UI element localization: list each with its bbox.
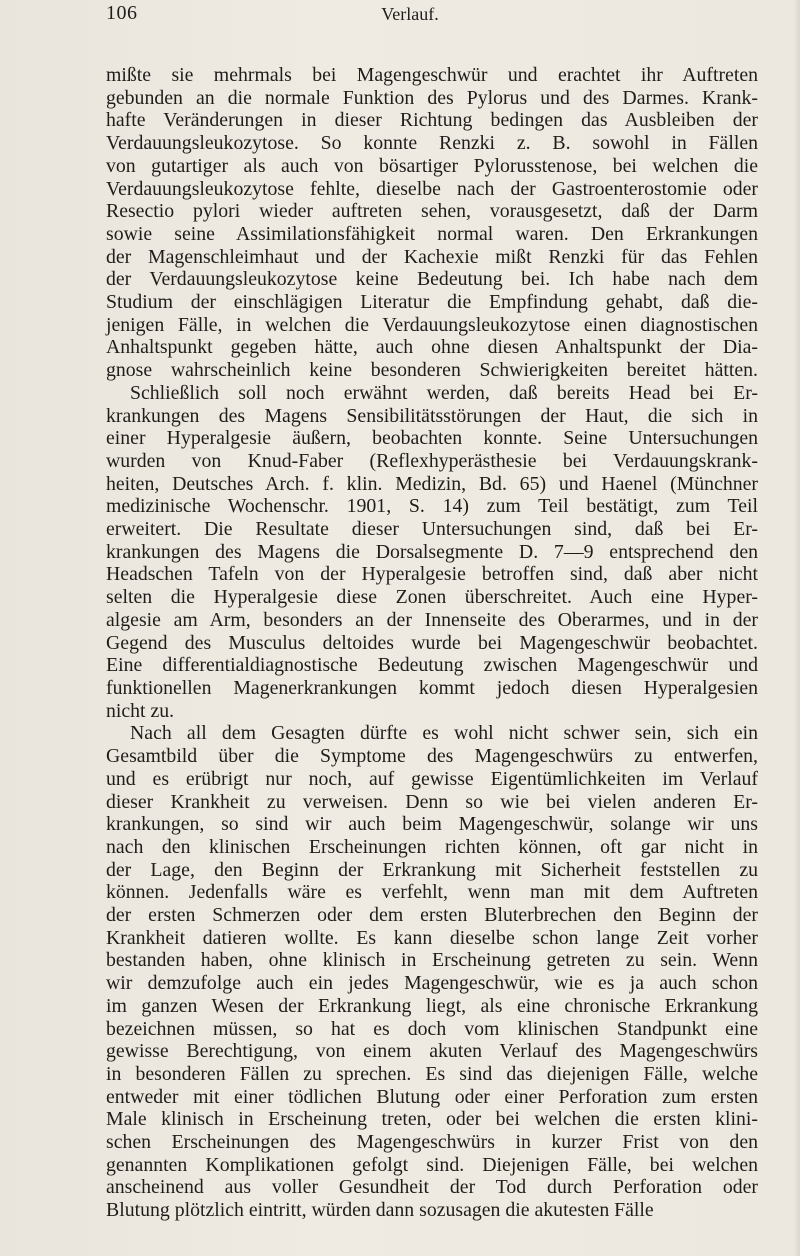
text-line: Verdauungsleukozytose. So konnte Renzki z. B. sowohl in Fällen [106,132,758,155]
text-line: medizinische Wochenschr. 1901, S. 14) zum Teil bestätigt, zum Teil [106,495,758,518]
text-line: Nach all dem Gesagten dürfte es wohl nicht schwer sein, sich ein [130,722,758,745]
text-line: erweitert. Die Resultate dieser Untersuchungen sind, daß bei Er- [106,518,758,541]
running-title: Verlauf. [381,4,439,24]
text-line: der Magenschleimhaut und der Kachexie mißt Renzki für das Fehlen [106,245,758,268]
text-line: Gesamtbild über die Symptome des Magengeschwürs zu entwerfen, [106,745,758,768]
text-line: gnose wahrscheinlich keine besonderen Schwierigkeiten bereitet hätten. [106,359,758,382]
text-line: krankungen des Magens die Dorsalsegmente D. 7—9 entsprechend den [106,540,758,563]
text-line: entweder mit einer tödlichen Blutung oder einer Perforation zum ersten [106,1085,758,1108]
text-line: hafte Veränderungen in dieser Richtung bedingen das Ausbleiben der [106,109,758,132]
text-line: in besonderen Fällen zu sprechen. Es sind das diejenigen Fälle, welche [106,1062,758,1085]
body-text [106,64,758,1222]
text-line: Studium der einschlägigen Literatur die Empfindung gehabt, daß die- [106,291,758,314]
text-line: krankungen, so sind wir auch beim Magengeschwür, solange wir uns [106,813,758,836]
text-line: gebunden an die normale Funktion des Pylorus und des Darmes. Krank- [106,86,758,109]
text-line: der Verdauungsleukozytose keine Bedeutung bei. Ich habe nach dem [106,268,758,291]
text-line: Male klinisch in Erscheinung treten, oder bei welchen die ersten klini- [106,1108,758,1131]
text-line: der Lage, den Beginn der Erkrankung mit Sicherheit feststellen zu [106,858,758,881]
text-line: Headschen Tafeln von der Hyperalgesie betroffen sind, daß aber nicht [106,563,758,586]
text-line: Gegend des Musculus deltoides wurde bei Magengeschwür beobachtet. [106,631,758,654]
text-line: wurden von Knud-Faber (Reflexhyperästhesie bei Verdauungskrank- [106,449,758,472]
text-line: bezeichnen müssen, so hat es doch vom klinischen Standpunkt eine [106,1017,758,1040]
text-line: mißte sie mehrmals bei Magengeschwür und erachtet ihr Auftreten [106,64,758,86]
text-line: können. Jedenfalls wäre es verfehlt, wenn man mit dem Auftreten [106,881,758,904]
page-number: 106 [106,2,138,24]
text-line: bestanden haben, ohne klinisch in Erscheinung getreten zu sein. Wenn [106,949,758,972]
text-line: nach den klinischen Erscheinungen richten können, oft gar nicht in [106,835,758,858]
text-line: anscheinend aus voller Gesundheit der Tod durch Perforation oder [106,1176,758,1199]
text-line: jenigen Fälle, in welchen die Verdauungsleukozytose einen diagnostischen [106,313,758,336]
text-line: Blutung plötzlich eintritt, würden dann sozusagen die akutesten Fälle [106,1199,654,1222]
text-line: schen Erscheinungen des Magengeschwürs in kurzer Frist von den [106,1131,758,1154]
page-edge-shadow [794,0,800,1256]
text-line: krankungen des Magens Sensibilitätsstörungen der Haut, die sich in [106,404,758,427]
text-line: Krankheit datieren wollte. Es kann dieselbe schon lange Zeit vorher [106,926,758,949]
text-line: funktionellen Magenerkrankungen kommt jedoch diesen Hyperalgesien [106,676,758,699]
text-line: Anhaltspunkt gegeben hätte, auch ohne diesen Anhaltspunkt der Dia- [106,336,758,359]
text-line: von gutartiger als auch von bösartiger Pylorusstenose, bei welchen die [106,154,758,177]
text-line: sowie seine Assimilationsfähigkeit normal waren. Den Erkrankungen [106,222,758,245]
text-line: und es erübrigt nur noch, auf gewisse Eigentümlichkeiten im Verlauf [106,767,758,790]
text-line: gewisse Berechtigung, von einem akuten Verlauf des Magengeschwürs [106,1040,758,1063]
text-line: Resectio pylori wieder auftreten sehen, vorausgesetzt, daß der Darm [106,200,758,223]
text-line: algesie am Arm, besonders an der Innenseite des Oberarmes, und in der [106,608,758,631]
text-line: einer Hyperalgesie äußern, beobachten konnte. Seine Untersuchungen [106,427,758,450]
text-line: nicht zu. [106,699,175,722]
text-line: im ganzen Wesen der Erkrankung liegt, als eine chronische Erkrankung [106,994,758,1017]
text-line: genannten Komplikationen gefolgt sind. Diejenigen Fälle, bei welchen [106,1153,758,1176]
text-line: Verdauungsleukozytose fehlte, dieselbe nach der Gastroenterostomie oder [106,177,758,200]
text-line: heiten, Deutsches Arch. f. klin. Medizin, Bd. 65) und Haenel (Münchner [106,472,758,495]
text-line: wir demzufolge auch ein jedes Magengeschwür, wie es ja auch schon [106,972,758,995]
text-line: der ersten Schmerzen oder dem ersten Bluterbrechen den Beginn der [106,904,758,927]
text-line: Schließlich soll noch erwähnt werden, daß bereits Head bei Er- [130,381,758,404]
text-line: selten die Hyperalgesie diese Zonen überschreitet. Auch eine Hyper- [106,586,758,609]
text-line: Eine differentialdiagnostische Bedeutung zwischen Magengeschwür und [106,654,758,677]
text-line: dieser Krankheit zu verweisen. Denn so wie bei vielen anderen Er- [106,790,758,813]
